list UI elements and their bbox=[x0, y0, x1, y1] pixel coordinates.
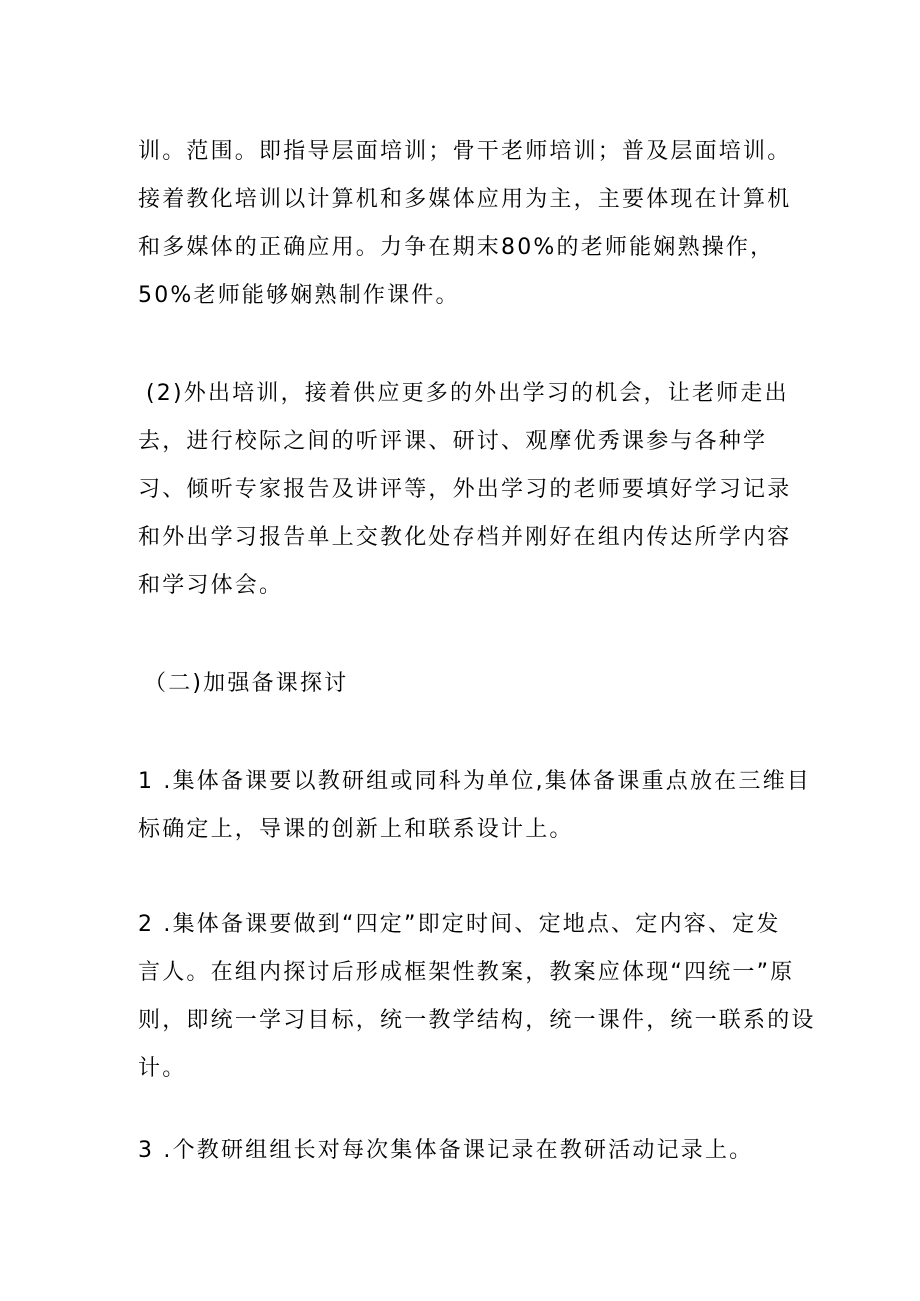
text-line: 则，即统一学习目标，统一教学结构，统一课件，统一联系的设 bbox=[138, 1008, 816, 1033]
text-line: 言人。在组内探讨后形成框架性教案，教案应体现“四统一”原 bbox=[138, 960, 795, 985]
text-line: 1 .集体备课要以教研组或同科为单位,集体备课重点放在三维目 bbox=[138, 769, 811, 794]
text-line: 接着教化培训以计算机和多媒体应用为主，主要体现在计算机 bbox=[138, 187, 792, 212]
text-line: 和多媒体的正确应用。力争在期末80%的老师能娴熟操作， bbox=[138, 235, 775, 260]
text-line: 去，进行校际之间的听评课、研讨、观摩优秀课参与各种学 bbox=[138, 429, 768, 454]
text-line: (2)外出培训，接着供应更多的外出学习的机会，让老师走出 bbox=[146, 381, 789, 406]
text-line: 习、倾听专家报告及讲评等，外出学习的老师要填好学习记录 bbox=[138, 477, 792, 502]
text-line: 2 .集体备课要做到“四定”即定时间、定地点、定内容、定发 bbox=[138, 912, 781, 937]
section-heading: （二)加强备课探讨 bbox=[144, 671, 349, 696]
text-line: 训。范围。即指导层面培训；骨干老师培训；普及层面培训。 bbox=[138, 139, 792, 164]
text-line: 标确定上，导课的创新上和联系设计上。 bbox=[138, 817, 574, 842]
text-line: 和外出学习报告单上交教化处存档并刚好在组内传达所学内容 bbox=[138, 525, 792, 550]
text-line: 计。 bbox=[138, 1056, 187, 1081]
text-line: 和学习体会。 bbox=[138, 573, 284, 598]
text-line: 50%老师能够娴熟制作课件。 bbox=[138, 283, 460, 308]
text-line: 3 .个教研组组长对每次集体备课记录在教研活动记录上。 bbox=[138, 1138, 754, 1163]
